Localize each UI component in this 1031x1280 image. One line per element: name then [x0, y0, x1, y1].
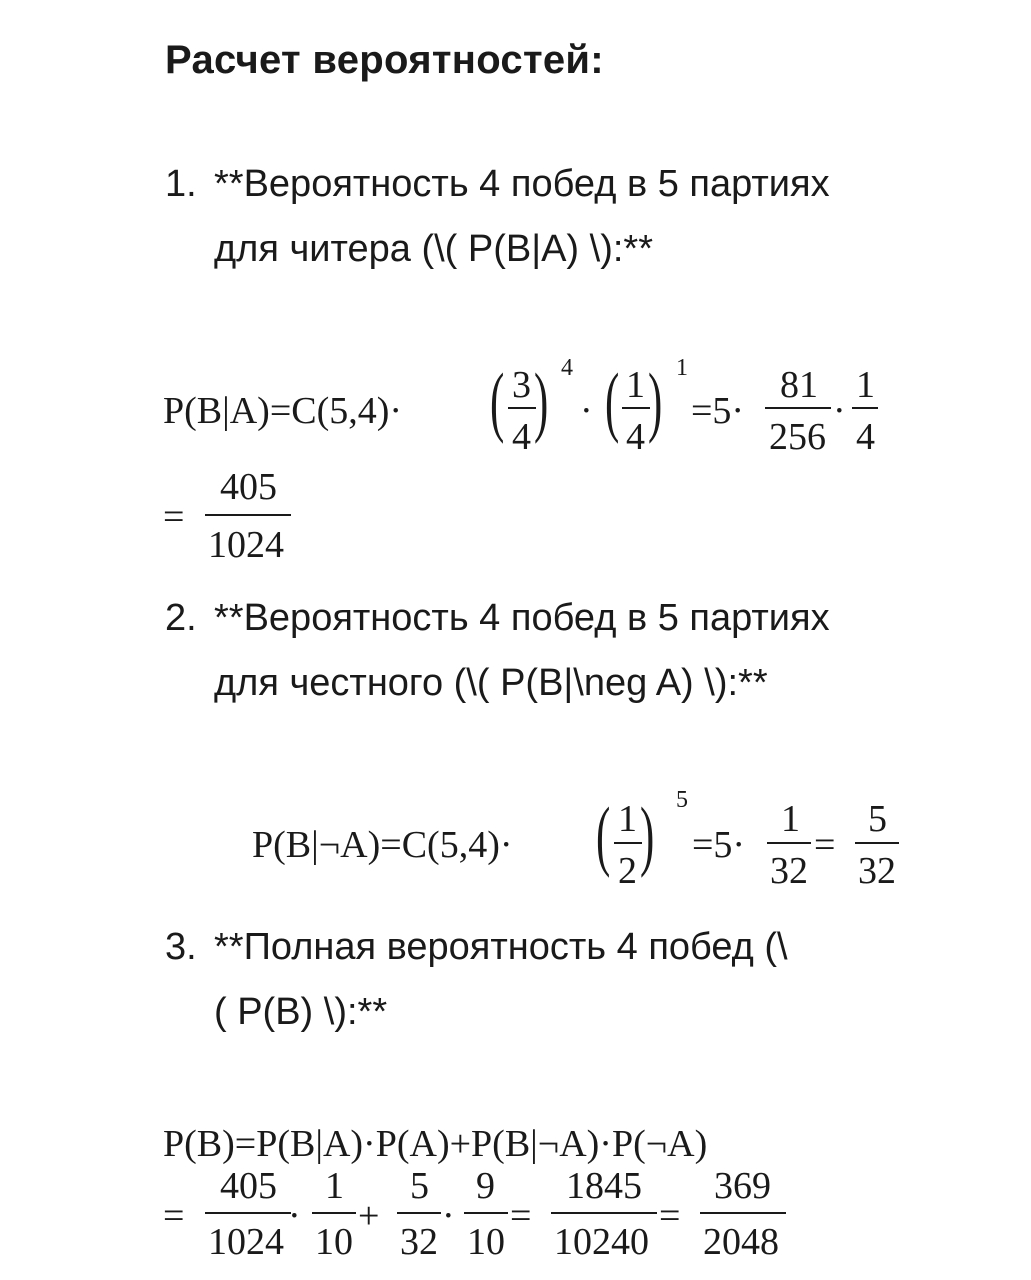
- formula-1-dot-2: ·: [833, 390, 846, 432]
- formula-2-f1-den: 2: [618, 850, 637, 892]
- formula-1-f2-den: 4: [626, 416, 645, 458]
- formula-1-f1-num: 3: [512, 364, 531, 406]
- formula-3-f6-num: 369: [714, 1165, 771, 1207]
- formula-3-f6-den: 2048: [703, 1221, 779, 1263]
- formula-1-dot: ·: [580, 390, 593, 432]
- formula-3-f3-bar: [397, 1212, 441, 1214]
- formula-1-f1-den: 4: [512, 416, 531, 458]
- formula-3-f2-num: 1: [325, 1165, 344, 1207]
- list-number-2: 2.: [165, 597, 197, 639]
- formula-1-f4-den: 4: [856, 416, 875, 458]
- formula-3-f3-den: 32: [400, 1221, 438, 1263]
- formula-3-f5-num: 1845: [566, 1165, 642, 1207]
- formula-2-f2-num: 1: [781, 798, 800, 840]
- formula-1-f5-num: 405: [220, 466, 277, 508]
- formula-2-f3-num: 5: [868, 798, 887, 840]
- list-number-3: 3.: [165, 926, 197, 968]
- formula-3-f2-den: 10: [315, 1221, 353, 1263]
- formula-1-f3-bar: [765, 407, 831, 409]
- formula-2-eq-5: =5·: [692, 824, 746, 866]
- formula-2-paren-open: (: [596, 791, 611, 878]
- item-1-line-1: **Вероятность 4 побед в 5 партиях: [214, 163, 830, 205]
- formula-1-f5-bar: [205, 514, 291, 516]
- formula-3-dot-1: ·: [288, 1195, 301, 1237]
- formula-2-f3-bar: [855, 842, 899, 844]
- formula-2-f3-den: 32: [858, 850, 896, 892]
- formula-1-paren-open-2: (: [605, 357, 620, 444]
- item-1-line-2: для читера (\( P(B|A) \):**: [214, 228, 653, 270]
- formula-1-exp-2: 1: [676, 355, 688, 381]
- formula-2-lhs: P(B|¬A)=C(5,4)·: [252, 824, 513, 866]
- formula-1-eq-2: =: [163, 496, 185, 538]
- formula-1-f5-den: 1024: [208, 524, 284, 566]
- formula-2-f1-num: 1: [618, 798, 637, 840]
- formula-1-paren-close-1: ): [534, 357, 549, 444]
- formula-3-f4-bar: [464, 1212, 508, 1214]
- formula-2-f2-bar: [767, 842, 811, 844]
- formula-1-f3-num: 81: [780, 364, 818, 406]
- formula-2-f2-den: 32: [770, 850, 808, 892]
- formula-3-f1-bar: [205, 1212, 291, 1214]
- formula-1-lhs: P(B|A)=C(5,4)·: [163, 390, 403, 432]
- formula-1-paren-open-1: (: [490, 357, 505, 444]
- formula-1-f3-den: 256: [769, 416, 826, 458]
- formula-3-f2-bar: [312, 1212, 356, 1214]
- formula-3-f1-den: 1024: [208, 1221, 284, 1263]
- formula-3-f4-num: 9: [476, 1165, 495, 1207]
- item-3-line-2: ( P(B) \):**: [214, 991, 388, 1033]
- formula-3-f5-den: 10240: [554, 1221, 649, 1263]
- formula-3-f3-num: 5: [410, 1165, 429, 1207]
- formula-1-eq-5: =5·: [691, 390, 745, 432]
- formula-1-f1-bar: [508, 407, 536, 409]
- formula-3-dot-2: ·: [442, 1195, 455, 1237]
- formula-3-f6-bar: [700, 1212, 786, 1214]
- formula-2-eq: =: [814, 824, 836, 866]
- formula-1-exp-1: 4: [561, 355, 573, 381]
- formula-3-eq-2: =: [510, 1195, 532, 1237]
- formula-2-paren-close: ): [640, 791, 655, 878]
- page-title: Расчет вероятностей:: [165, 38, 604, 82]
- formula-2-f1-bar: [614, 842, 642, 844]
- formula-3-eq-3: =: [659, 1195, 681, 1237]
- formula-3-line-1: P(B)=P(B|A)·P(A)+P(B|¬A)·P(¬A): [163, 1123, 708, 1165]
- formula-1-f4-bar: [852, 407, 878, 409]
- formula-3-eq: =: [163, 1195, 185, 1237]
- formula-3-f1-num: 405: [220, 1165, 277, 1207]
- formula-3-plus: +: [358, 1195, 380, 1237]
- formula-2-exp: 5: [676, 787, 688, 813]
- formula-3-f5-bar: [551, 1212, 657, 1214]
- list-number-1: 1.: [165, 163, 197, 205]
- item-2-line-1: **Вероятность 4 побед в 5 партиях: [214, 597, 830, 639]
- formula-1-paren-close-2: ): [648, 357, 663, 444]
- formula-1-f4-num: 1: [856, 364, 875, 406]
- item-2-line-2: для честного (\( P(B|\neg A) \):**: [214, 662, 768, 704]
- formula-1-f2-bar: [622, 407, 650, 409]
- formula-1-f2-num: 1: [626, 364, 645, 406]
- item-3-line-1: **Полная вероятность 4 побед (\: [214, 926, 788, 968]
- formula-3-f4-den: 10: [467, 1221, 505, 1263]
